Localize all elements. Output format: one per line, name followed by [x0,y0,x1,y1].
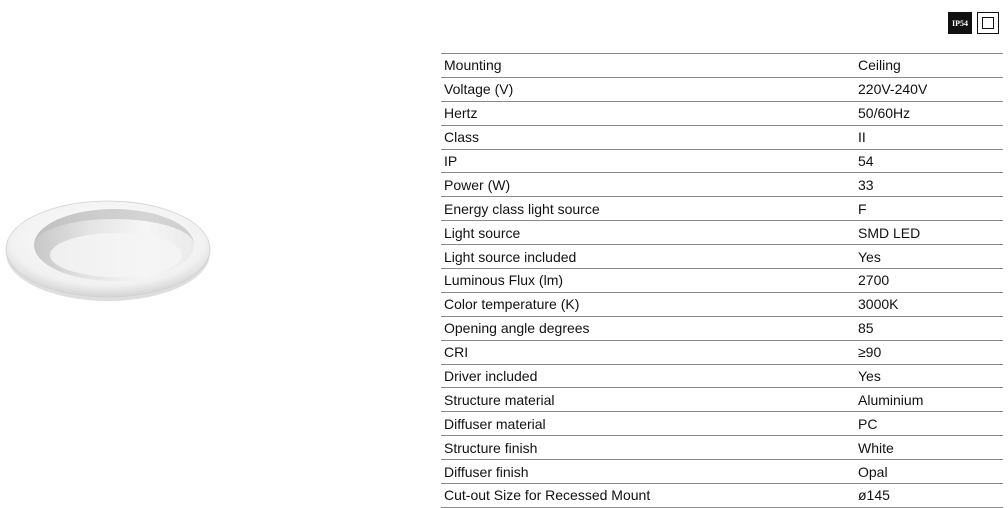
spec-value: White [856,436,1003,460]
spec-row [441,292,1003,316]
spec-value: Ceiling [856,54,1003,78]
spec-row [441,245,1003,269]
certification-badges [948,12,999,34]
spec-value: II [856,125,1003,149]
spec-row [441,388,1003,412]
spec-label: Diffuser material [441,412,856,436]
spec-value: 3000K [856,292,1003,316]
spec-row [441,125,1003,149]
spec-value: ≥90 [856,340,1003,364]
spec-value: Yes [856,364,1003,388]
spec-row [441,460,1003,484]
spec-label: Light source included [441,245,856,269]
spec-label: Cut-out Size for Recessed Mount [441,484,856,508]
spec-row [441,484,1003,508]
class-ii-icon [977,12,999,34]
spec-label: Color temperature (K) [441,292,856,316]
spec-value: 50/60Hz [856,101,1003,125]
spec-value: 85 [856,316,1003,340]
spec-label: IP [441,149,856,173]
spec-value: 220V-240V [856,77,1003,101]
spec-value: 2700 [856,269,1003,293]
spec-row [441,149,1003,173]
spec-label: Structure finish [441,436,856,460]
spec-label: Light source [441,221,856,245]
spec-label: CRI [441,340,856,364]
spec-label: Energy class light source [441,197,856,221]
spec-label: Power (W) [441,173,856,197]
spec-label: Mounting [441,54,856,78]
spec-label: Opening angle degrees [441,316,856,340]
spec-row [441,269,1003,293]
spec-row [441,221,1003,245]
spec-label: Driver included [441,364,856,388]
spec-row [441,54,1003,78]
spec-label: Voltage (V) [441,77,856,101]
spec-row [441,364,1003,388]
spec-value: 33 [856,173,1003,197]
spec-value: 54 [856,149,1003,173]
spec-value: Opal [856,460,1003,484]
spec-row [441,101,1003,125]
spec-row [441,412,1003,436]
spec-label: Diffuser finish [441,460,856,484]
ip54-badge: IP54 [948,12,972,34]
spec-value: SMD LED [856,221,1003,245]
spec-value: F [856,197,1003,221]
spec-label: Class [441,125,856,149]
spec-value: ø145 [856,484,1003,508]
spec-row [441,340,1003,364]
spec-label: Luminous Flux (lm) [441,269,856,293]
spec-label: Structure material [441,388,856,412]
spec-row [441,316,1003,340]
spec-value: Aluminium [856,388,1003,412]
spec-row [441,173,1003,197]
spec-row [441,197,1003,221]
specifications-table [441,53,1003,508]
spec-row [441,436,1003,460]
spec-value: PC [856,412,1003,436]
spec-label: Hertz [441,101,856,125]
spec-value: Yes [856,245,1003,269]
spec-row [441,77,1003,101]
downlight-product-image [4,199,212,303]
